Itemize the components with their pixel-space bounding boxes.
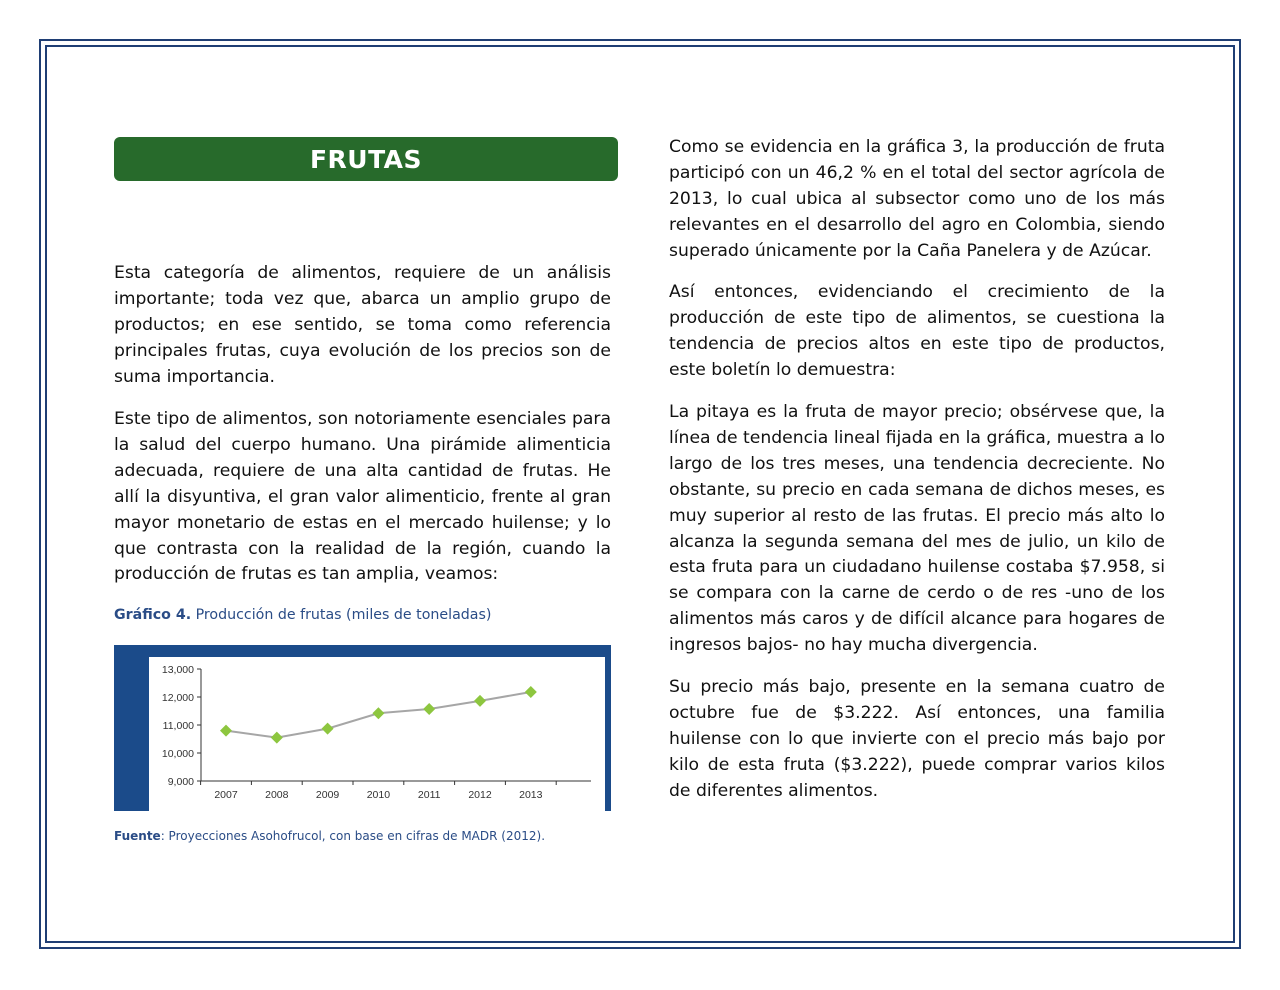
data-point-2009 — [322, 723, 334, 735]
chart-frame — [114, 645, 611, 811]
left-paragraph-2: Este tipo de alimentos, son notoriamente esenciales para la salud del cuerpo humano. Una pirámide alimenticia adecuada, requiere de una alta cantidad de frutas. He allí la disyuntiva, el gran valor alimenticio, frente al gran mayor monetario de estas en el mercado huilense; y lo que contrasta con la realidad de la región, cuando la producción de frutas es tan amplia, veamos: — [114, 409, 611, 585]
right-paragraph-3: La pitaya es la fruta de mayor precio; obsérvese que, la línea de tendencia lineal fijada en la gráfica, muestra a lo largo de los tres meses, una tendencia decreciente. No obstante, su precio en cada semana de dichos meses, es muy superior al resto de las frutas. El precio más alto lo alcanza la segunda semana del mes de julio, un kilo de esta fruta para un ciudadano huilense costaba $7.958, si se compara con la carne de cerdo o de res -uno de los alimentos más caros y de difícil alcance para hogares de ingresos bajos- no hay mucha divergencia. — [669, 402, 1165, 656]
right-paragraph-1: Como se evidencia en la gráfica 3, la producción de fruta participó con un 46,2 % en el total del sector agrícola de 2013, lo cual ubica al subsector como uno de los más relevantes en el desarrollo del agro en Colombia, siendo superado únicamente por la Caña Panelera y de Azúcar. — [669, 137, 1165, 261]
chart-source-text: : Proyecciones Asohofrucol, con base en cifras de MADR (2012). — [160, 829, 546, 843]
y-tick-label: 11,000 — [162, 720, 194, 732]
data-point-2007 — [220, 725, 232, 737]
x-tick-label: 2009 — [315, 789, 340, 801]
chart-source — [114, 829, 545, 843]
x-tick-label: 2010 — [366, 789, 391, 801]
right-paragraph-2: Así entonces, evidenciando el crecimiento de la producción de este tipo de alimentos, se cuestiona la tendencia de precios altos en este tipo de productos, este boletín lo demuestra: — [669, 282, 1165, 380]
y-tick-label: 10,000 — [161, 748, 194, 760]
data-point-2013 — [525, 686, 537, 698]
y-tick-label: 12,000 — [161, 692, 194, 704]
x-tick-label: 2012 — [468, 789, 492, 801]
data-point-2012 — [474, 695, 486, 707]
section-banner — [114, 137, 618, 181]
x-tick-label: 2011 — [417, 789, 441, 801]
left-paragraph-1: Esta categoría de alimentos, requiere de un análisis importante; toda vez que, abarca un amplio grupo de productos; en ese sentido, se toma como referencia principales frutas, cuya evolución de los precios son de suma importancia. — [114, 263, 611, 387]
production-chart — [149, 657, 605, 811]
chart-caption-text: Producción de frutas (miles de toneladas) — [191, 607, 492, 623]
chart-panel — [149, 657, 605, 811]
x-tick-label: 2013 — [519, 789, 543, 801]
right-paragraph-4: Su precio más bajo, presente en la semana cuatro de octubre fue de $3.222. Así entonces, una familia huilense con lo que invierte con el precio más bajo por kilo de esta fruta ($3.222), puede comprar varios kilos de diferentes alimentos. — [669, 677, 1165, 801]
data-point-2008 — [271, 732, 283, 744]
y-tick-label: 9,000 — [167, 776, 194, 788]
x-tick-label: 2007 — [214, 789, 238, 801]
y-tick-label: 13,000 — [161, 664, 194, 676]
data-point-2011 — [423, 703, 435, 715]
section-title: FRUTAS — [309, 145, 423, 174]
chart-caption-label: Gráfico 4. — [114, 607, 192, 623]
x-tick-label: 2008 — [265, 789, 289, 801]
chart-source-label: Fuente — [114, 829, 161, 843]
data-point-2010 — [372, 707, 384, 719]
chart-caption — [114, 605, 491, 625]
